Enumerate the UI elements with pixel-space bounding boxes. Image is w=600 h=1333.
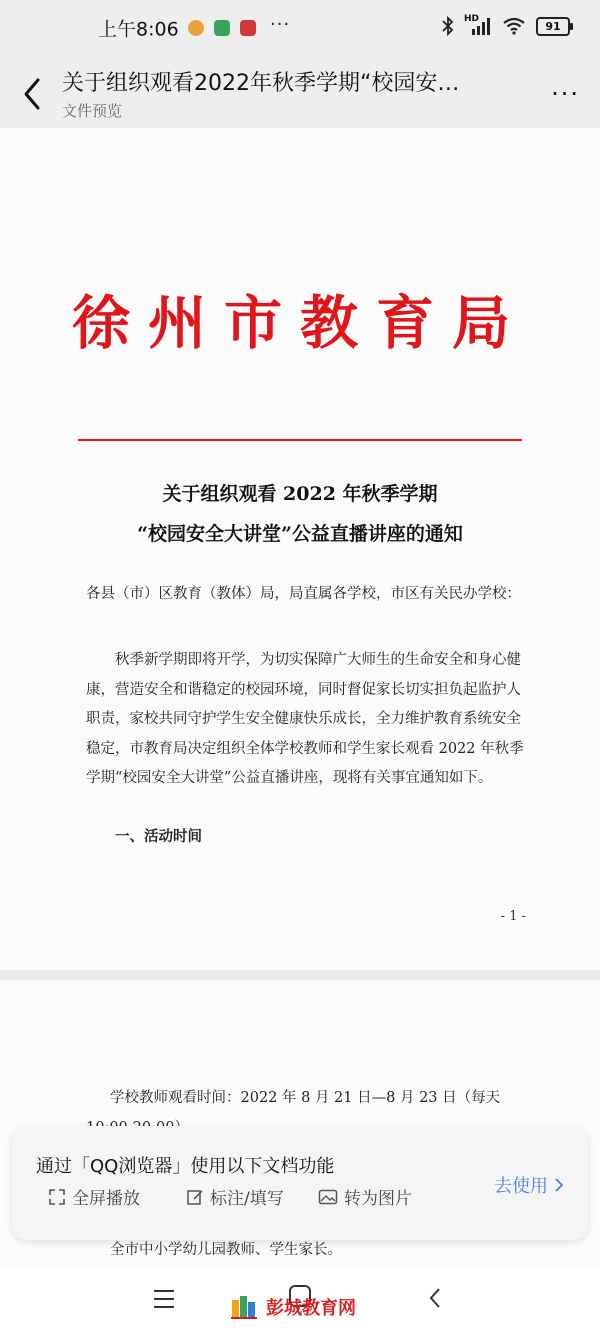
- document-page-1: [0, 128, 600, 970]
- use-now-label: 去使用: [494, 1176, 548, 1197]
- red-header-rule: [78, 439, 522, 441]
- bluetooth-icon: [442, 16, 454, 36]
- notice-title-line-1: 关于组织观看 2022 年秋季学期: [162, 483, 438, 505]
- audience-line: 全市中小学幼儿园教师、学生家长。: [110, 1242, 342, 1258]
- document-subtitle: 文件预览: [62, 102, 123, 120]
- use-now-button[interactable]: [494, 1172, 564, 1198]
- cellular-signal-icon: [464, 16, 492, 36]
- feature-to-image[interactable]: [318, 1184, 412, 1209]
- app-header: [0, 52, 600, 128]
- page-number: - 1 -: [500, 909, 526, 924]
- notification-more-icon: ···: [270, 14, 291, 35]
- status-bar: [0, 0, 600, 52]
- chevron-right-icon: [554, 1177, 564, 1193]
- section-heading: 一、活动时间: [115, 828, 202, 845]
- qq-browser-promo-card[interactable]: [12, 1126, 588, 1240]
- promo-title: 通过「QQ浏览器」使用以下文档功能: [36, 1156, 335, 1177]
- battery-indicator: 91: [536, 17, 570, 36]
- feature-label: 全屏播放: [72, 1189, 140, 1209]
- image-icon: [318, 1188, 338, 1206]
- books-logo-icon: [230, 1294, 260, 1320]
- notice-title-line-2: “校园安全大讲堂”公益直播讲座的通知: [137, 523, 463, 545]
- feature-annotate[interactable]: [186, 1184, 284, 1209]
- recent-apps-icon[interactable]: [152, 1288, 176, 1310]
- app-notification-icon: [214, 20, 230, 36]
- wifi-icon: [502, 17, 526, 35]
- fullscreen-icon: [48, 1188, 66, 1206]
- feature-label: 标注/填写: [210, 1189, 284, 1209]
- body-paragraph: 秋季新学期即将开学，为切实保障广大师生的生命安全和身心健康，营造安全和谐稳定的校园环境，同时督促家长切实担负起监护人职责，家校共同守护学生安全健康快乐成长，全力维护教育系统安全稳定，市教育局决定组织全体学校教师和学生家长观看 2022 年秋季学期“校园安全大讲堂”公益直播讲座，现将有关事宜通知如下。: [86, 652, 524, 786]
- teacher-viewing-time: 学校教师观看时间：2022 年 8 月 21 日—8 月 23 日（每天: [110, 1090, 501, 1106]
- issuing-organization: 徐州市教育局: [71, 291, 528, 356]
- watermark-text: 彭城教育网: [266, 1298, 356, 1319]
- status-time: 上午8:06: [98, 18, 179, 41]
- app-notification-icon: [188, 20, 204, 36]
- edit-icon: [186, 1188, 204, 1206]
- feature-label: 转为图片: [344, 1189, 412, 1209]
- more-options-button[interactable]: ···: [551, 80, 580, 108]
- system-nav-bar: [0, 1266, 600, 1333]
- nav-back-icon[interactable]: [427, 1286, 443, 1310]
- salutation: 各县（市）区教育（教体）局，局直属各学校，市区有关民办学校：: [86, 586, 521, 602]
- hd-badge: HD: [464, 14, 480, 24]
- document-title: 关于组织观看2022年秋季学期“校园安…: [62, 71, 460, 96]
- feature-fullscreen[interactable]: [48, 1184, 140, 1209]
- back-icon[interactable]: [18, 74, 48, 114]
- app-notification-icon: [240, 20, 256, 36]
- site-watermark: [230, 1294, 356, 1320]
